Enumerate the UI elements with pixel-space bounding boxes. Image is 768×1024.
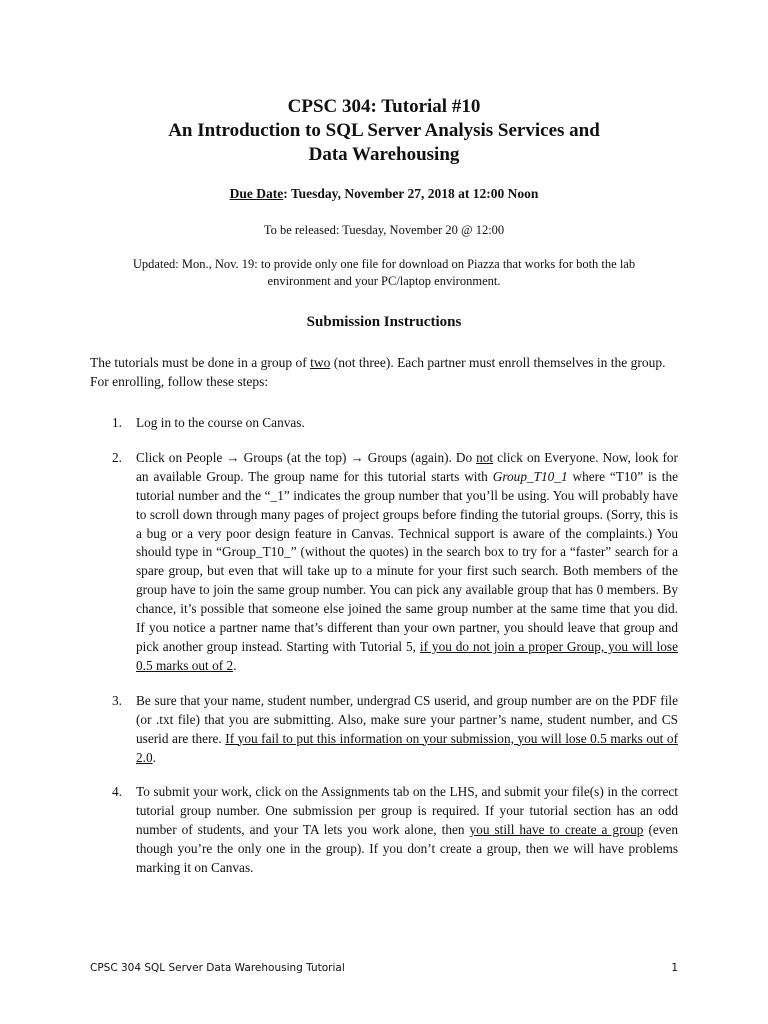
step-warning: if you do not join a proper Group, you will lose 0.5 marks out of 2 (136, 638, 678, 673)
step-text-part: . (152, 749, 156, 765)
intro-emphasis: two (310, 355, 331, 370)
step-warning: you still have to create a group (469, 822, 644, 838)
step-text: Log in to the course on Canvas. (136, 415, 305, 430)
list-item (90, 692, 678, 768)
step-number: 1. (112, 415, 122, 430)
step-number: 2. (112, 449, 122, 465)
step-number: 4. (112, 784, 122, 800)
title-line-2: An Introduction to SQL Server Analysis Services and (168, 120, 600, 141)
submission-heading: Submission Instructions (306, 314, 462, 330)
step-text-part: . (233, 657, 237, 673)
title-line-1: CPSC 304: Tutorial #10 (287, 96, 481, 117)
intro-paragraph (90, 353, 678, 391)
step-text-part: Be sure that your name, student number, undergrad CS userid, and group number are on the PDF file (or .txt file) that you are submitting. Also, make sure your partner’s name, student number, and CS userid are there. (136, 692, 678, 746)
step-text-part: where “T10” is the tutorial number and the “_1” indicates the group number that you’ll be using. You will probably have to scroll down through many pages of project groups before finding the tutorial groups. (Sorry, this is a bug or a very poor design feature in Canvas. Technical support is aware of the complaints.) You should type in “Group_T10_” (without the quotes) in the search box to try for a “faster” search for a spare group, but even that will take up to a minute for your first such search. Both members of the group have to join the same group number. You can pick any available group that has 0 members. By chance, it’s possible that someone else joined the same group number at the same time that you did. If you notice a partner name that’s different than your own partner, you should leave that group and pick another group instead. Starting with Tutorial 5, (136, 468, 678, 654)
list-item (90, 783, 678, 878)
step-text-part: click on Everyone. Now, look for an available Group. The group name for this tutorial starts with (136, 449, 678, 484)
step-number: 3. (112, 692, 122, 708)
intro-text: The tutorials must be done in a group of (90, 355, 311, 370)
update-note-line-2: environment and your PC/laptop environment. (267, 274, 501, 288)
step-text-part: Click on People → Groups (at the top) → Groups (again). Do (136, 449, 477, 465)
title-line-3: Data Warehousing (308, 144, 460, 165)
step-emphasis: not (476, 449, 494, 465)
step-text-part: To submit your work, click on the Assignments tab on the LHS, and submit your file(s) in the correct tutorial group number. One submission per group is required. If your tutorial section has an odd number of students, and your TA lets you work alone, then (136, 784, 678, 838)
due-date-value: : Tuesday, November 27, 2018 at 12:00 Noon (283, 186, 539, 201)
update-note-line-1: Updated: Mon., Nov. 19: to provide only one file for download on Piazza that works for both the lab (132, 257, 636, 271)
footer-title: CPSC 304 SQL Server Data Warehousing Tutorial (90, 962, 345, 974)
step-text (136, 692, 678, 768)
page-number: 1 (671, 962, 678, 974)
step-text (136, 449, 678, 676)
release-date: To be released: Tuesday, November 20 @ 12:00 (263, 223, 505, 237)
list-item (90, 414, 678, 433)
due-date-label: Due Date (229, 186, 284, 201)
group-name-example: Group_T10_1 (492, 468, 568, 484)
due-date (0, 186, 768, 202)
intro-text-2: (not three). Each partner must enroll themselves in the group. For enrolling, follow these steps: (90, 355, 666, 389)
page-footer (90, 962, 678, 974)
list-item (90, 449, 678, 676)
step-text-part: (even though you’re the only one in the group). If you don’t create a group, then we will have problems marking it on Canvas. (136, 822, 678, 876)
steps-list (90, 414, 678, 894)
step-warning: If you fail to put this information on your submission, you will lose 0.5 marks out of 2.0 (136, 730, 678, 765)
update-note (0, 256, 768, 290)
step-text (136, 783, 678, 878)
